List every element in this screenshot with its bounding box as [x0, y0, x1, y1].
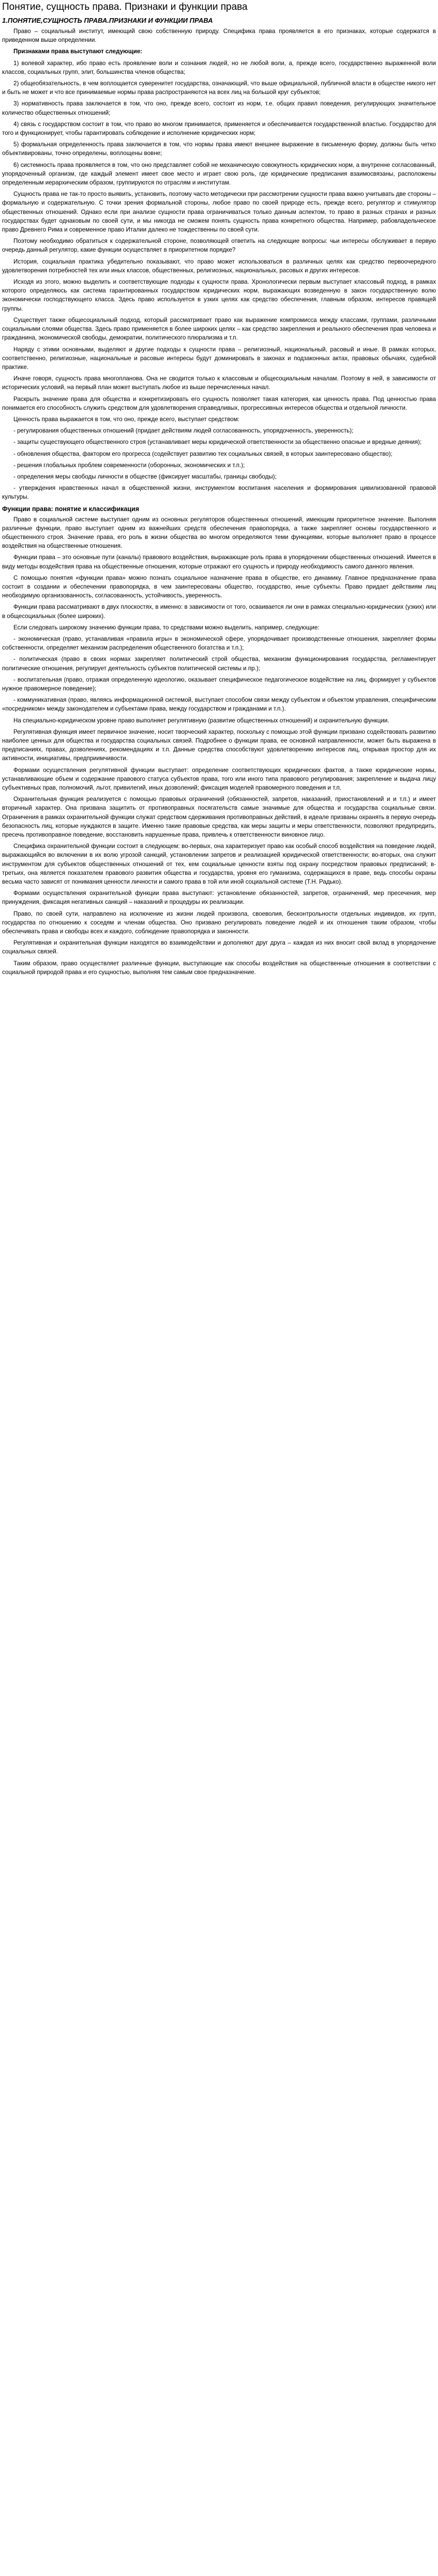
functions-paragraph: Право, по своей сути, направлено на исключение из жизни людей произвола, своеволия, бесконтрольности отдельных индивидов, их групп, государства по отношению к соседям и членам общества. Оно призвано регулировать поведение людей и их отношения таким образом, чтобы обеспечивать права и свободы всех и каждого, соблюдение правопорядка и законности. [2, 910, 436, 935]
essence-paragraph: Раскрыть значение права для общества и конкретизировать его сущность позволяет такая категория, как ценность права. Под ценностью права понимается его способность служить средством для удовлетворения справедливых, прогрессивных интересов общества и отдельной личности. [2, 395, 436, 411]
functions-paragraph: Функции права – это основные пути (каналы) правового воздействия, выражающие роль права в упорядочении общественных отношений. Имеется в виду методы воздействия права на общественные отношения, которые отражают его сущность и природу необходимость самого данного явления. [2, 554, 436, 570]
feature-item: 1) волевой характер, ибо право есть проявление воли и сознания людей, но не любой воли, а, прежде всего, государственно выраженной воли классов, социальных групп, элит, большинства членов общества; [2, 59, 436, 75]
essence-paragraph: Поэтому необходимо обратиться к содержательной стороне, позволяющей ответить на следующие вопросы: чьи интересы обслуживает в первую очередь данный регулятор, какие функции осуществляет в приоритетном порядке? [2, 238, 436, 254]
section-functions [2, 505, 436, 977]
feature-item: 6) системность права проявляется в том, что оно представляет собой не механическую совокупность юридических норм, а внутренне согласованный, упорядоченный организм, где каждый элемент имеет свое место и играет свою роль, где юридические предписания взаимосвязаны, расположены определенным иерархическим образом, группируются по отраслям и институтам. [2, 161, 436, 187]
essence-paragraph: - утверждения нравственных начал в общественной жизни, инструментом воспитания населения и формирования цивилизованной правовой культуры. [2, 485, 436, 501]
essence-paragraph: Ценность права выражается в том, что оно, прежде всего, выступает средством: [13, 415, 239, 423]
functions-paragraph: Функции права рассматривают в двух плоскостях, в именно: в зависимости от того, осваивается ли они в рамках специально-юридических (узких) или в общесоциальных (более широких). [2, 604, 436, 620]
functions-paragraph: Формами осуществления регулятивной функции выступает: определение соответствующих юридических фактов, а также юридические нормы, устанавливающие объем и содержание правового статуса субъектов права, того или иного типа правового регулирования; закрепление и выдача лицу субъективных прав, полномочий, льгот, привилегий, иных дозволений; фиксация моделей правомерного поведения и т.п. [2, 766, 436, 792]
essence-paragraph: - регулирования общественных отношений (придает действиям людей согласованность, упорядоченность, уверенность); [13, 427, 354, 435]
functions-paragraph: - политическая (право в своих нормах закрепляет политический строй общества, механизм функционирования государства, регламентирует политические отношения, регулирует деятельность субъектов политической системы и пр.); [2, 656, 436, 672]
article-page [0, 0, 438, 984]
section-concept-essence [2, 27, 436, 502]
functions-paragraph: С помощью понятия «функции права» можно познать социальное назначение права в обществе, его динамику. Главное предназначение права состоит в создании и обеспечении правопорядка, в чем заинтересованы общество, государство, иные субъекты. Право придает действиям лиц необходимую организованность, согласованность, устойчивость, уверенность. [2, 574, 436, 599]
essence-paragraph: - защиты существующего общественного строя (устанавливает меры юридической ответственности за общественно опасные и вредные деяния); [13, 439, 422, 446]
functions-paragraph: Если следовать широкому значению функции права, то средствами можно выделить, например, следующие: [13, 624, 320, 631]
essence-paragraph: История, социальная практика убедительно показывают, что право может использоваться в различных целях как средство первоочередного удовлетворения потребностей тех или иных классов, общественных, религиозных, национальных, расовых и других интересов. [2, 258, 436, 274]
feature-item: 2) общеобязательность, в чем воплощается суверенитет государства, означающий, что выше официальной, публичной власти в обществе никого нет и быть не может и что все принимаемые нормы права распространяются на всех лиц на большой круг субъектов; [2, 80, 436, 96]
functions-paragraph: Формами осуществления охранительной функции права выступают: установление обязанностей, запретов, ограничений, мер пресечения, мер принуждения, фиксация негативных санкций – наказаний и процедуры их реализации. [2, 890, 436, 906]
page-title: Понятие, сущность права. Признаки и функции права [2, 2, 248, 12]
functions-heading: Функции права: понятие и классификация [2, 505, 139, 513]
essence-paragraphs [2, 190, 436, 501]
essence-paragraph: Сущность права не так-то просто выявить, установить, поэтому часто методически при рассмотрении сущности права важно учитывать две стороны – формальную и содержательную. С точки зрения формальной стороны, любое право по своей природе есть, прежде всего, регулятор и стимулятор общественных отношений. Однако если при анализе сущности права ограничиваться только данным аспектом, то право в разных странах и разных государствах будет однаковым по своей сути, и мы никогда не сможем понять сущность права конкретного общества. Например, рабовладельческое право Древнего Рима и современное право Италии далеко не тождественны по своей сути. [2, 191, 436, 234]
functions-paragraph: Специфика охранительной функции состоит в следующем: во-первых, она характеризует право как особый способ воздействия на поведение людей, выражающийся во включении в их волю угрозой санкций, установлении запретов и реализацией юридической ответственности; во-вторых, она служит инструментом для субъектов общественных отношений от тех, кем социальные ценности взяты под охрану посредством правовых предписаний; в-третьих, она является показателем правового развития общества и государства, уровня его гуманизма, содержащихся в праве, ведь способы охраны весьма часто зависят от понимания ценности личности и самого права в той или иной социальной системе (Т.Н. Радько). [2, 843, 436, 886]
features-heading-text: Признаками права выступают следующие: [13, 48, 143, 55]
feature-item: 3) нормативность права заключается в том, что оно, прежде всего, состоит из норм, т.е. общих правил поведения, регулирующих значительное количество общественных отношений; [2, 100, 436, 116]
functions-paragraphs [2, 515, 436, 977]
features-list [2, 59, 436, 188]
essence-paragraph: Наряду с этими основными, выделяют и другие подходы к сущности права – религиозный, национальный, расовый и иные. В рамках которых, соответственно, религиозные, национальные и расовые интересы будут доминировать в законах и подзаконных актах, правовых обычаях, судебной практике. [2, 346, 436, 371]
functions-paragraph: Таким образом, право осуществляет различные функции, выступающие как способы воздействия на общественные отношения в соответствии с социальной природой права и его сущностью, выполняя тем самым свое предназначение. [2, 960, 436, 976]
section-subtitle: 1.ПОНЯТИЕ,СУЩНОСТЬ ПРАВА.ПРИЗНАКИ И ФУНКЦИИ ПРАВА [2, 17, 213, 24]
essence-paragraph: Исходя из этого, можно выделить и соответствующие подходы к сущности права. Хронологически первым выступает классовый подход, в рамках которого определяюсь как система гарантированных государством юридических норм, выражающих возведенную в закон государственную волю экономически господствующего класса. Здесь право используется в узких целях как средство обеспечения, главным образом, интересов правящей группы. [2, 279, 436, 312]
functions-paragraph: - экономическая (право, устанавливая «правила игры» в экономической сфере, упорядочивает производственные отношения, закрепляет формы собственности, определяет механизм распределения общественного богатства и т.п.); [2, 635, 436, 652]
essence-paragraph: - решения глобальных проблем современности (оборонных, экономических и т.п.); [13, 461, 245, 469]
functions-paragraph: Охранительная функция реализуется с помощью правовых ограничений (обязанностей, запретов, наказаний, приостановлений и и т.п.) и имеет вторичный характер. Она призвана защитить от противоправных посягательств самые значимые для общества и государства социальные связи. Ограничения в рамках охранительной функции служат средством сдерживания противоправных действий, в идеале призваны охранять в первую очередь безопасность лиц, которые нуждаются в защите. Именно такие правовые средства, как меры защиты и меры ответственности, позволяют предупредить, пресечь противоправное поведение, восстановить нарушенные права, привлечь к ответственности виновное лицо. [2, 796, 436, 839]
essence-paragraph: Существует также общесоциальный подход, который рассматривает право как выражение компромисса между классами, группами, различными социальными слоями общества. Здесь право применяется в более широких целях – как средство закрепления и реального обеспечения прав человека и гражданина, экономической свободы, демократии, политического плюрализма и т.п. [2, 316, 436, 342]
essence-paragraph: Иначе говоря, сущность права многопланова. Она не сводится только к классовым и общесоциальным началам. Поэтому в ней, в зависимости от исторических условий, на первый план может выступать любое из выше перечисленных начал. [2, 375, 436, 391]
feature-item: 4) связь с государством состоит в том, что право во многом принимается, применяется и обеспечивается государственной властью. Государство для того и функционирует, чтобы гарантировать соблюдение и исполнение юридических норм; [2, 120, 436, 137]
functions-paragraph: Регулятивная и охранительная функции находятся во взаимодействии и дополняют друг друга – каждая из них вносит свой вклад в упорядочение социальных связей. [2, 939, 436, 955]
features-heading [2, 47, 436, 56]
functions-paragraph: Право в социальной системе выступает одним из основных регуляторов общественных отношений, имеющим приоритетное значение. Выполняя различные функции, право выступает одним из важнейших средств обеспечения правопорядка, а также закрепляет основы государственного и общественного строя. Значение права, его роль в жизни общества во многом определяются теми функциями, которые выполняет право в процессе воздействия на общественные отношения. [2, 516, 436, 550]
feature-item: 5) формальная определенность права заключается в том, что нормы права имеют внешнее выражение в письменную форму, должны быть четко объективированы, точно определены, воплощены вовне; [2, 141, 436, 157]
essence-paragraph: - обновления общества, фактором его прогресса (содействует развитию тех социальных связей, в которых заинтересовано общество); [13, 450, 392, 457]
essence-paragraph: - определения меры свободы личности в обществе (фиксирует масштабы, границы свободы); [13, 473, 277, 480]
intro-paragraph: Право – социальный институт, имеющий свою собственную природу. Специфика права проявляется в его признаках, которые содержатся в приведенном выше определении. [2, 28, 436, 44]
functions-paragraph: - коммуникативная (право, являясь информационной системой, выступает способом связи между субъектом и объектом управления, специфическим «посредником» между законодателем и субъектами права, между государством и гражданами и т.п.). [2, 697, 436, 713]
functions-paragraph: На специально-юридическом уровне право выполняет регулятивную (развитие общественных отношений) и охранительную функции. [13, 717, 389, 724]
functions-paragraph: - воспитательная (право, отражая определенную идеологию, оказывает специфическое педагогическое воздействие на лиц, формирует у субъектов нужное правомерное поведение); [2, 676, 436, 692]
functions-paragraph: Регулятивная функция имеет первичное значение, носит творческий характер, поскольку с помощью этой функции призвано содействовать развитию наиболее ценных для общества и государства социальных связей. Подробнее о функции права, ее основной направленности, может быть выражена в предписаниях, правах, дозволениях, рекомендациях и т.п. Данные средства способствуют удовлетворению интересов лиц, открывая простор для их активности, инициативы, предприимчивости. [2, 728, 436, 762]
